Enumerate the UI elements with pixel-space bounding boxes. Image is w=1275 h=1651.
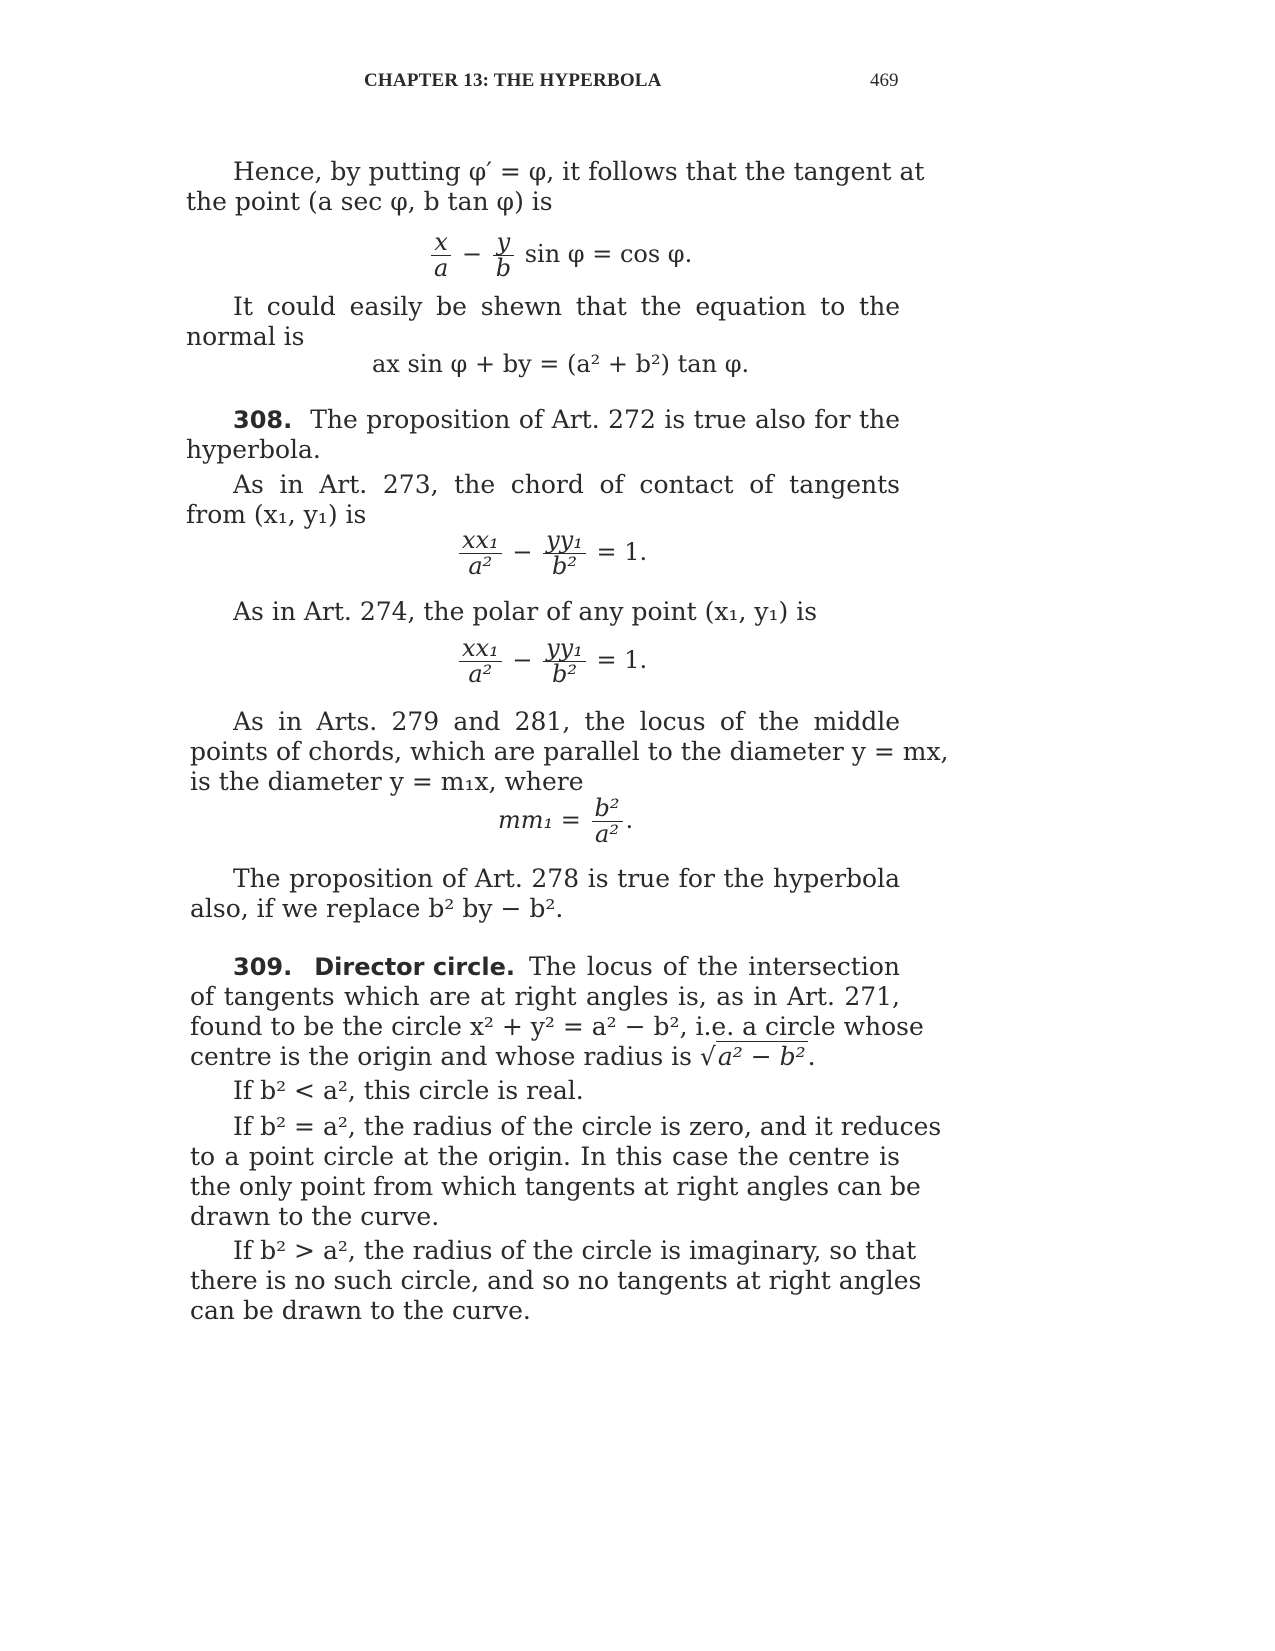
- equation-normal: ax sin φ + by = (a² + b²) tan φ.: [372, 350, 750, 378]
- section-308-first-line: [233, 405, 900, 435]
- section-308-line9: The proposition of Art. 278 is true for the hyperbola: [233, 864, 900, 893]
- section-309-line10: If b² > a², the radius of the circle is imaginary, so that: [233, 1236, 917, 1265]
- fraction-yy1-over-b2-polar: $\frac{\text{yy₁}}{\text{b²}}$: [543, 636, 586, 687]
- section-309-line8: the only point from which tangents at right angles can be: [190, 1172, 921, 1201]
- section-309-line9: drawn to the curve.: [190, 1202, 440, 1231]
- equation-polar: $\frac{\text{xx₁}}{\text{a²}}$ − $\frac{\text{yy₁}}{\text{b²}}$ = 1.: [456, 636, 647, 687]
- section-308-line4: from (x₁, y₁) is: [186, 500, 367, 529]
- section-308-line2: hyperbola.: [186, 435, 321, 464]
- fraction-b2-over-a2: $\frac{\text{b²}}{\text{a²}}$: [592, 796, 623, 847]
- equation-chord-of-contact: $\frac{\text{xx₁}}{\text{a²}}$ − $\frac{\text{yy₁}}{\text{b²}}$ = 1.: [456, 528, 647, 579]
- equation-mm1: mm₁ = $\frac{\text{b²}}{\text{a²}}$ .: [498, 794, 634, 848]
- section-309-line7: to a point circle at the origin. In this case the centre is: [190, 1142, 900, 1171]
- section-309-line3: found to be the circle x² + y² = a² − b², i.e. a circle whose: [190, 1012, 924, 1041]
- section-309-line6: If b² = a², the radius of the circle is zero, and it reduces: [233, 1112, 942, 1141]
- section-309-line11: there is no such circle, and so no tangents at right angles: [190, 1266, 922, 1295]
- sqrt-radicand: a² − b²: [717, 1042, 806, 1071]
- para1-line2: the point (a sec φ, b tan φ) is: [186, 187, 553, 216]
- page-number: 469: [870, 70, 899, 91]
- para2-line2: normal is: [186, 322, 305, 351]
- section-309-line2: of tangents which are at right angles is, as in Art. 271,: [190, 982, 900, 1011]
- section-308-line6: As in Arts. 279 and 281, the locus of the middle: [233, 707, 900, 736]
- section-308-line1: The proposition of Art. 272 is true also for the: [310, 405, 900, 434]
- fraction-y-over-b: $\frac{y}{b}$: [493, 230, 514, 281]
- para2-line1: It could easily be shewn that the equation to the: [233, 292, 900, 321]
- section-309-number: 309.: [233, 953, 293, 981]
- para1-line1: Hence, by putting φ′ = φ, it follows that the tangent at: [233, 157, 925, 186]
- chapter-header: CHAPTER 13: THE HYPERBOLA: [364, 70, 662, 91]
- section-308-line5: As in Art. 274, the polar of any point (x₁, y₁) is: [233, 597, 818, 626]
- section-308-line3: As in Art. 273, the chord of contact of tangents: [233, 470, 900, 499]
- fraction-xx1-over-a2: $\frac{\text{xx₁}}{\text{a²}}$: [459, 528, 502, 579]
- fraction-yy1-over-b2: $\frac{\text{yy₁}}{\text{b²}}$: [543, 528, 586, 579]
- section-309-line12: can be drawn to the curve.: [190, 1296, 531, 1325]
- section-309-line1: The locus of the intersection: [529, 952, 900, 981]
- section-308-line7: points of chords, which are parallel to the diameter y = mx,: [190, 737, 949, 766]
- fraction-x-over-a: $\frac{x}{a}$: [431, 230, 451, 281]
- section-309-line5: If b² < a², this circle is real.: [233, 1076, 584, 1105]
- fraction-xx1-over-a2-polar: $\frac{\text{xx₁}}{\text{a²}}$: [459, 636, 502, 687]
- section-309-first-line: [233, 952, 900, 982]
- section-309-title: Director circle.: [314, 953, 515, 981]
- section-308-number: 308.: [233, 406, 293, 434]
- section-309-line4: centre is the origin and whose radius is √a² − b².: [190, 1042, 816, 1071]
- section-308-line10: also, if we replace b² by − b².: [190, 894, 564, 923]
- section-308-line8: is the diameter y = m₁x, where: [190, 767, 584, 796]
- equation-tangent: $\frac{x}{a}$ − $\frac{y}{b}$ sin φ = cos φ.: [428, 230, 692, 281]
